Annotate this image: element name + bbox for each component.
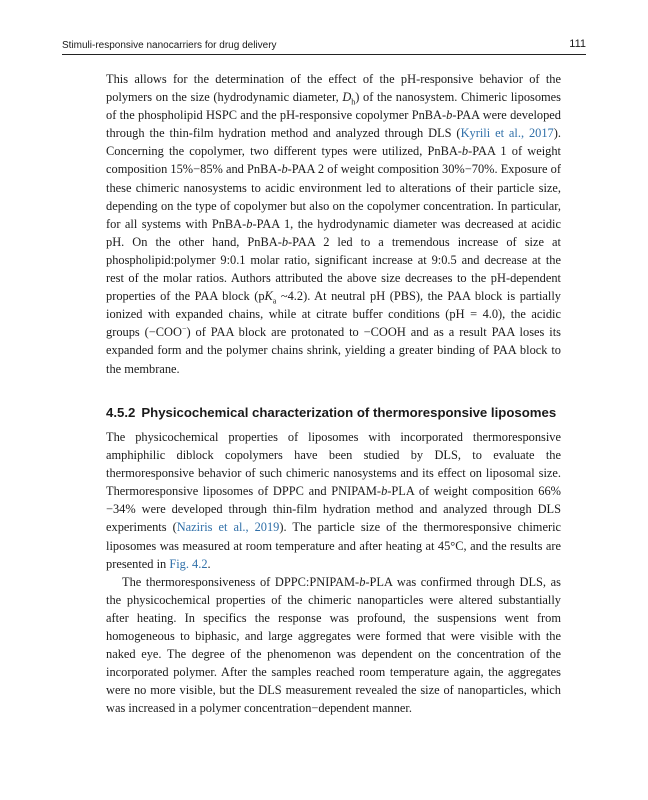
- block-b: b: [246, 216, 253, 231]
- text-run: ~4.2). At neutral pH (PBS), the PAA block is partially ionized with expanded chains, while at citrate buffer conditions (pH = 4.0), the acidic groups (−COO: [106, 289, 561, 340]
- text-run: The thermoresponsiveness of DPPC:PNIPAM-: [122, 574, 360, 589]
- citation-kyrili-2017[interactable]: Kyrili et al., 2017: [460, 126, 554, 141]
- subscript-a: a: [272, 296, 277, 306]
- paragraph-thermoresponsiveness: [106, 573, 561, 718]
- page-number: 111: [569, 38, 586, 50]
- citation-naziris-2019[interactable]: Naziris et al., 2019: [176, 520, 280, 535]
- text-run: ) of PAA block are protonated to −COOH and as a result PAA loses its expanded form and the polymer chains shrink, yielding a greater binding of PAA block to the membrane.: [106, 325, 561, 376]
- section-number: 4.5.2: [106, 405, 136, 420]
- text-run: -PAA 2 led to a tremendous increase of size at phospholipid:polymer 9:0.1 molar ratio, significant increase at 9:0.5 and decrease at the rest of the molar ratios. Authors attributed the above size decreases to the pH-dependent properties of the PAA block (p: [106, 234, 561, 304]
- body-text-section: [106, 428, 561, 718]
- text-run: -PLA of weight composition 66%−34% were developed through thin-film hydration method and analyzed through DLS experiments (: [106, 484, 561, 535]
- text-run: -PAA 1, the hydrodynamic diameter was decreased at acidic pH. On the other hand, PnBA-: [106, 216, 561, 249]
- text-run: .: [207, 556, 211, 571]
- text-run: ). Concerning the copolymer, two different types were utilized, PnBA-: [106, 126, 561, 159]
- block-b: b: [381, 484, 388, 499]
- text-run: -PAA 2 of weight composition 30%−70%. Exposure of these chimeric nanosystems to acidic environment led to alterations of their particle size, depending on the type of copolymer but also on the copolymer concentration. In particular, for all systems with PnBA-: [106, 162, 561, 231]
- block-b: b: [359, 574, 366, 589]
- body-text-top: [106, 70, 561, 378]
- section-heading: [106, 405, 576, 420]
- symbol-k: K: [264, 289, 273, 304]
- superscript-minus: −: [181, 324, 187, 334]
- text-run: The physicochemical properties of liposomes with incorporated thermoresponsive amphiphilic diblock copolymers have been studied by DLS, to evaluate the thermoresponsive behavior of such chimeric nanosystems and its effect on liposomal size. Thermoresponsive liposomes of DPPC and PNIPAM-: [106, 430, 561, 499]
- block-b: b: [281, 162, 288, 177]
- text-run: ). The particle size of the thermoresponsive chimeric liposomes was measured at room temperature and after heating at 45°C, and the results are presented in: [106, 520, 562, 571]
- subscript-h: h: [351, 97, 356, 107]
- running-title: Stimuli-responsive nanocarriers for drug delivery: [62, 40, 277, 51]
- text-run: -PAA were developed through the thin-film hydration method and analyzed through DLS (: [106, 108, 561, 141]
- paragraph-thermoresponsive-intro: [106, 428, 561, 573]
- block-b: b: [281, 234, 289, 249]
- block-b: b: [461, 144, 469, 159]
- text-run: -PLA was confirmed through DLS, as the physicochemical properties of the chimeric nanoparticles were altered substantially after heating. In specifics the response was profound, the suspensions went from homogeneous to biphasic, and large aggregates were formed that were visible with the naked eye. The degree of the phenomenon was dependent on the concentration of the incorporated polymer. After the samples reached room temperature again, the aggregates were no more visible, but the DLS measurement revealed the size of nanoparticles, which was increased in a polymer concentration−dependent manner.: [106, 574, 561, 716]
- section-title: Physicochemical characterization of thermoresponsive liposomes: [141, 405, 557, 420]
- paragraph-ph-responsive: [106, 70, 561, 378]
- block-b: b: [446, 108, 453, 123]
- text-run: -PAA 1 of weight composition 15%−85% and PnBA-: [106, 144, 562, 177]
- figure-link-4-2[interactable]: Fig. 4.2: [169, 556, 208, 571]
- text-run: ) of the nanosystem. Chimeric liposomes of the phospholipid HSPC and the pH-responsive copolymer PnBA-: [106, 90, 561, 123]
- text-run: This allows for the determination of the effect of the pH-responsive behavior of the polymers on the size (hydrodynamic diameter,: [106, 72, 561, 105]
- symbol-d: D: [342, 90, 352, 105]
- running-header: [62, 36, 586, 55]
